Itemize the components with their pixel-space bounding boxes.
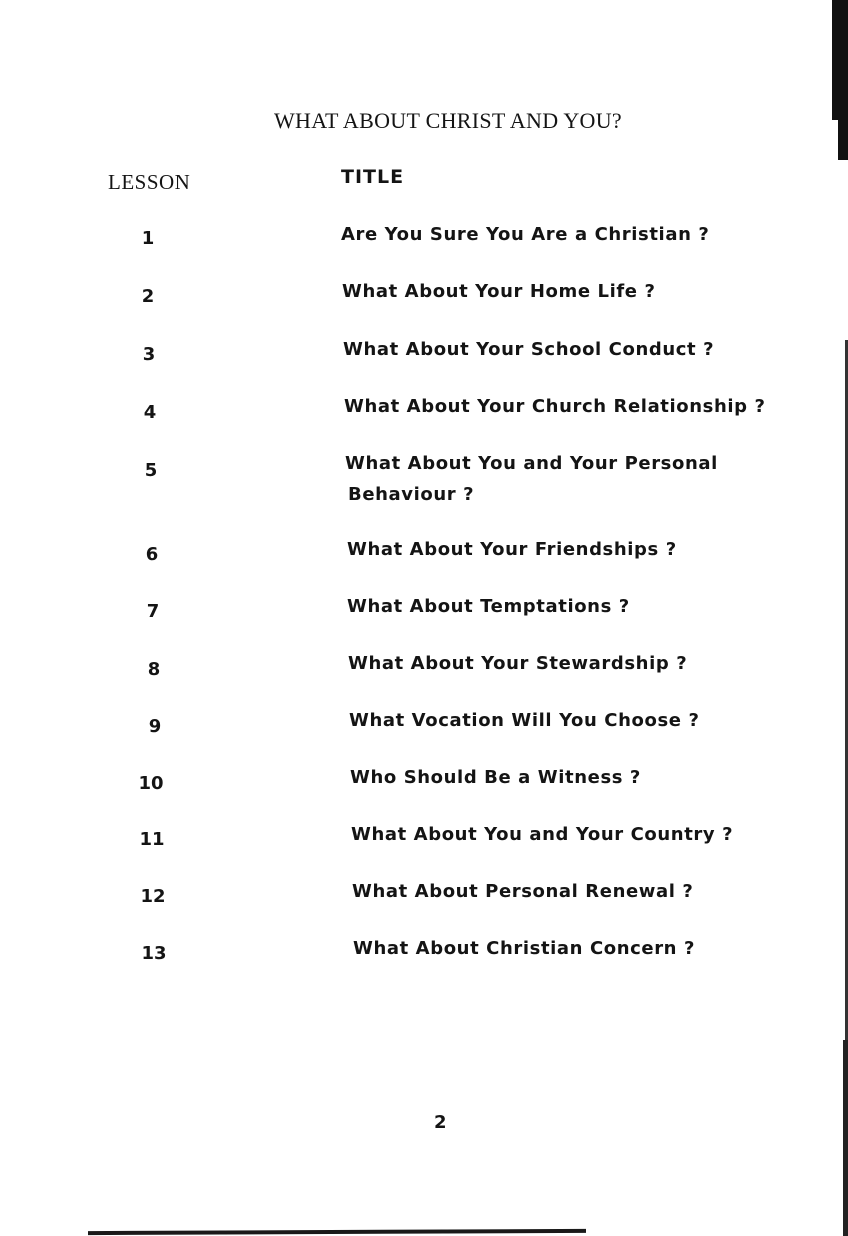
- lesson-title: What About Personal Renewal ?: [352, 881, 694, 902]
- lesson-title: What About Temptations ?: [347, 596, 630, 617]
- bottom-rule: [88, 1229, 586, 1235]
- lesson-number: 5: [144, 460, 158, 481]
- lesson-number: 3: [142, 344, 156, 365]
- lesson-number: 1: [141, 228, 155, 249]
- lesson-number: 8: [147, 659, 161, 680]
- lesson-number: 7: [146, 601, 160, 622]
- lesson-number: 10: [138, 773, 164, 794]
- lesson-column-header: LESSON: [108, 170, 191, 194]
- lesson-title: What About You and Your Personal: [345, 453, 718, 474]
- lesson-title: What About Your Stewardship ?: [348, 653, 688, 674]
- lesson-title: What Vocation Will You Choose ?: [349, 710, 700, 731]
- lesson-number: 2: [141, 286, 155, 307]
- title-column-header: TITLE: [341, 166, 405, 188]
- lesson-number: 6: [145, 544, 159, 565]
- lesson-number: 9: [148, 716, 162, 737]
- lesson-title: What About Your Church Relationship ?: [344, 396, 766, 417]
- lesson-title: Are You Sure You Are a Christian ?: [341, 224, 710, 245]
- lesson-number: 11: [139, 829, 165, 850]
- lesson-title: What About Your Friendships ?: [347, 539, 677, 560]
- lesson-title: What About Your Home Life ?: [342, 281, 656, 302]
- lesson-title: What About Your School Conduct ?: [343, 339, 715, 360]
- lesson-title: What About Christian Concern ?: [353, 938, 696, 959]
- lesson-number: 12: [140, 886, 166, 907]
- lesson-number: 13: [141, 943, 167, 964]
- scan-edge-shadow: [828, 0, 848, 1236]
- lesson-title: Who Should Be a Witness ?: [350, 767, 641, 788]
- lesson-number: 4: [143, 402, 157, 423]
- lesson-title: What About You and Your Country ?: [351, 824, 734, 845]
- lesson-title-continuation: Behaviour ?: [348, 484, 475, 505]
- page-title: WHAT ABOUT CHRIST AND YOU?: [273, 108, 622, 133]
- page-number: 2: [434, 1112, 447, 1133]
